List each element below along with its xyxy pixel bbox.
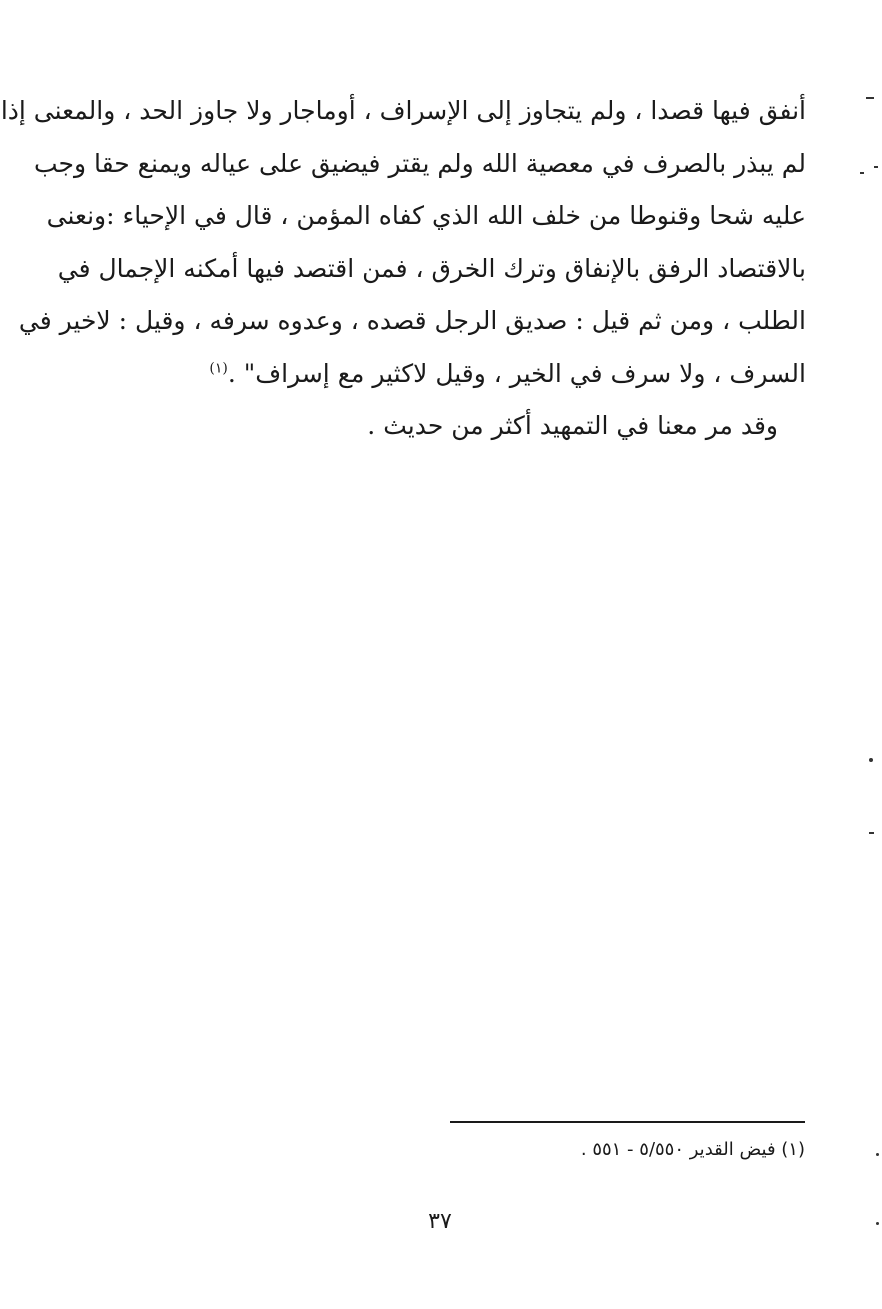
text-line-5: الطلب ، ومن ثم قيل : صديق الرجل قصده ، وعدوه سرفه ، وقيل : لاخير في bbox=[18, 306, 806, 335]
paragraph-2: وقد مر معنا في التمهيد أكثر من حديث . bbox=[367, 411, 778, 440]
scan-speck bbox=[876, 1153, 879, 1156]
text-line-4: بالاقتصاد الرفق بالإنفاق وترك الخرق ، فمن اقتصد فيها أمكنه الإجمال في bbox=[57, 253, 806, 283]
text-line-2: لم يبذر بالصرف في معصية الله ولم يقتر فيضيق على عياله ويمنع حقا وجب bbox=[33, 148, 806, 178]
page-number: ٣٧ bbox=[428, 1209, 452, 1234]
footnote-reference[interactable]: (١) bbox=[209, 360, 228, 377]
scan-speck bbox=[874, 166, 878, 168]
scan-speck bbox=[869, 758, 873, 762]
footnote-separator bbox=[450, 1121, 805, 1123]
text-line-6 bbox=[96, 348, 806, 401]
scan-speck bbox=[866, 97, 874, 99]
main-text-block bbox=[0, 85, 806, 453]
footnote-text: (١) فيض القدير ٥/٥٥٠ - ٥٥١ . bbox=[580, 1139, 805, 1160]
scan-speck bbox=[876, 1222, 879, 1225]
text-line-1: أنفق فيها قصدا ، ولم يتجاوز إلى الإسراف ، أوماجار ولا جاوز الحد ، والمعنى إذا bbox=[0, 96, 806, 125]
scan-speck bbox=[860, 172, 864, 174]
text-line-3: عليه شحا وقنوطا من خلف الله الذي كفاه المؤمن ، قال في الإحياء :ونعنى bbox=[46, 201, 806, 230]
text-line-6-content: السرف ، ولا سرف في الخير ، وقيل لاكثير مع إسراف" . bbox=[227, 358, 806, 388]
scan-speck bbox=[869, 832, 874, 834]
